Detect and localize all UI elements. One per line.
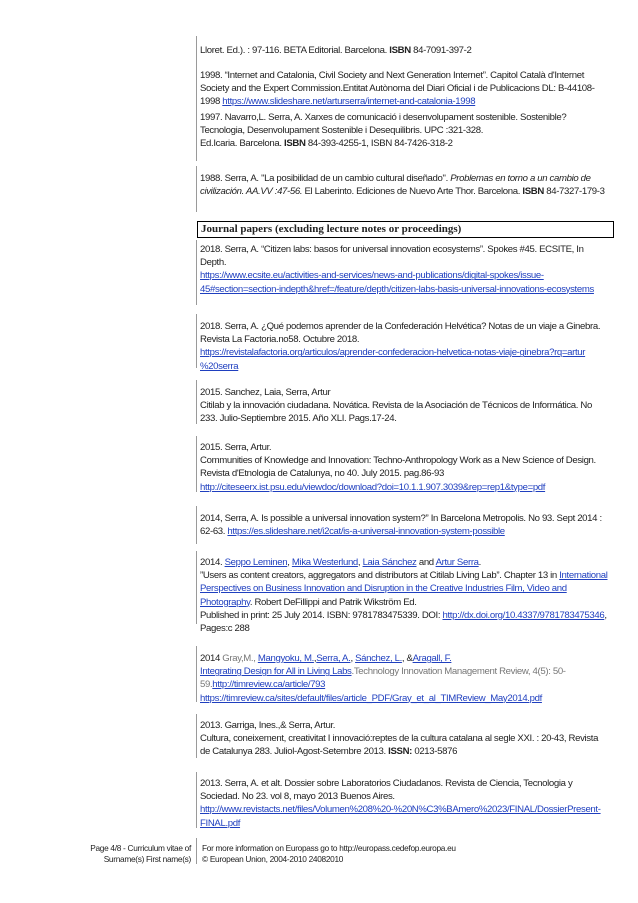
column-divider <box>196 646 197 702</box>
journal-entry: 2014, Serra, A. Is possible a universal innovation system?” In Barcelona Metropolis. No 93. Sept 2014 : 62-63. https://es.slideshare.net/i2cat/is-a-universal-innovation-system-possible <box>200 513 602 538</box>
author-link[interactable]: Aragall, F. <box>412 653 452 664</box>
footer-page-info: Page 4/8 - Curriculum vitae of Surname(s) First name(s) <box>90 843 191 864</box>
citeseerx-link[interactable]: http://citeseerx.ist.psu.edu/viewdoc/download?doi=10.1.1.907.3039&rep=rep1&type=pdf <box>200 481 546 493</box>
author-link[interactable]: Serra, A. <box>316 653 351 664</box>
column-divider <box>196 166 197 212</box>
timreview-pdf-link[interactable]: https://timreview.ca/sites/default/files/article_PDF/Gray_et_al_TIMReview_May2014.pdf <box>200 692 542 704</box>
journal-entry: 2018. Serra, A. “Citizen labs: basos for universal innovation ecosystems”. Spokes #45. ECSITE, In Depth. https://www.ecsite.eu/activities-and-services/news-and-publications/digital-spokes/issue- 45#section=section-indepth&href=/feature/depth/citizen-labs-basis-universal-innovations-ecosystems <box>200 243 620 296</box>
column-divider <box>196 551 197 624</box>
journal-entry: 2018. Serra, A. ¿Qué podemos aprender de la Confederación Helvética? Notas de un viaje a Ginebra. Revista La Factoria.no58. Octubre 2018. https://revistalafactoria.org/articulos/aprender-confederacion-helvetica-notas-viaje-ginebra?rq=artur %20serra <box>200 320 620 373</box>
slideshare-link[interactable]: https://www.slideshare.net/arturserra/internet-and-catalonia-1998 <box>222 96 476 108</box>
column-divider <box>196 506 197 544</box>
column-divider <box>196 36 197 161</box>
book-title-link[interactable]: Photography <box>200 596 250 608</box>
timreview-link[interactable]: http://timreview.ca/article/793 <box>212 679 326 691</box>
revistacts-link[interactable]: FINAL.pdf <box>200 817 241 829</box>
doi-link[interactable]: http://dx.doi.org/10.4337/9781783475346 <box>442 609 605 621</box>
slideshare-link[interactable]: https://es.slideshare.net/i2cat/is-a-universal-innovation-system-possible <box>227 526 505 538</box>
ecsite-link[interactable]: 45#section=section-indepth&href=/feature/depth/citizen-labs-basis-universal-innovations-ecosystems <box>200 283 594 295</box>
journal-entry: 2014. Seppo Leminen, Mika Westerlund, Laia Sánchez and Artur Serra. ”Users as content creators, aggregators and distributors at Citilab Living Lab”. Chapter 13 in International Perspectives on Business Innovation and Disruption in the Creative Industries Film, Video and Photography. Robert DeFillippi and Patrik Wikström Ed. Published in print: 25 July 2014. ISBN: 9781783475339. DOI: http://dx.doi.org/10.4337/9781783475346, Pages:c 288 <box>200 556 620 635</box>
author-link[interactable]: Mangyoku, M. <box>257 653 314 664</box>
author-link[interactable]: Mika Westerlund <box>291 557 358 568</box>
book-title-link[interactable]: Perspectives on Business Innovation and Disruption in the Creative Industries Film, Video and <box>200 583 567 595</box>
ecsite-link[interactable]: https://www.ecsite.eu/activities-and-services/news-and-publications/digital-spokes/issue- <box>200 270 544 282</box>
article-title-link[interactable]: Integrating Design for All in Living Labs <box>200 666 352 678</box>
column-divider <box>196 436 197 492</box>
author-link[interactable]: Sánchez, L. <box>355 653 402 664</box>
journal-entry: 2014 Gray,M., Mangyoku, M.,Serra, A., Sánchez, L., &Aragall, F. Integrating Design for All in Living Labs.Technology Innovation Management Review, 4(5): 50- 59.http://timreview.ca/article/793 https://timreview.ca/sites/default/files/article_PDF/Gray_et_al_TIMReview_May2014.pdf <box>200 652 620 705</box>
book-entry: 1997. Navarro,L. Serra, A. Xarxes de comunicació i desenvolupament sostenible. Sostenible? Tecnologia, Desenvolupament Sostenible i Desequilibris. UPC :321-328. Ed.Icaria. Barcelona. ISBN 84-393-4255-1, ISBN 84-7426-318-2 <box>200 112 567 150</box>
book-title-link[interactable]: International <box>559 570 608 582</box>
book-entry: Lloret. Ed.). : 97-116. BETA Editorial. Barcelona. ISBN 84-7091-397-2 <box>200 45 472 56</box>
author-link[interactable]: Artur Serra <box>435 557 479 568</box>
book-entry: 1988. Serra, A. "La posibilidad de un cambio cultural diseñado". Problemas en torno a un cambio de civilización. AA.VV :47-56. El Laberinto. Ediciones de Nuevo Arte Thor. Barcelona. ISBN 84-7327-179-3 <box>200 173 605 198</box>
author-link[interactable]: Seppo Leminen <box>224 557 288 568</box>
revistacts-link[interactable]: http://www.revistacts.net/files/Volumen%208%20-%20N%C3%BAmero%2023/FINAL/DossierPresent- <box>200 804 601 816</box>
journal-entry: 2013. Serra, A. et alt. Dossier sobre Laboratorios Ciudadanos. Revista de Ciencia, Tecnologia y Sociedad. No 23. vol 8, mayo 2013 Buenos Aires. http://www.revistacts.net/files/Volumen%208%20-%20N%C3%BAmero%2023/FINAL/DossierPresent- FINAL.pdf <box>200 777 620 830</box>
footer-europass-info: For more information on Europass go to http://europass.cedefop.europa.eu © European Union, 2004-2010 24082010 <box>202 843 456 864</box>
column-divider <box>196 714 197 758</box>
journal-entry: 2015. Sanchez, Laia, Serra, Artur Citilab y la innovación ciudadana. Novática. Revista de la Asociación de Técnicos de Informática. No 233. Julio-Septiembre 2015. Año XLI. Pags.17-24. <box>200 387 592 425</box>
column-divider <box>196 240 197 305</box>
section-heading: Journal papers (excluding lecture notes or proceedings) <box>197 221 614 238</box>
column-divider <box>196 838 197 864</box>
column-divider <box>196 772 197 828</box>
journal-entry: 2015. Serra, Artur. Communities of Knowledge and Innovation: Techno-Anthropology Work as a New Science of Design. Revista d'Etnologia de Catalunya, no 40. July 2015. pag.86-93 http://citeseerx.ist.psu.edu/viewdoc/download?doi=10.1.1.907.3039&rep=rep1&type=pdf <box>200 441 620 494</box>
author-link[interactable]: Laia Sánchez <box>362 557 417 568</box>
journal-entry: 2013. Garriga, Ines.,& Serra, Artur. Cultura, coneixement, creativitat I innovació:reptes de la cultura catalana al segle XXI. : 20-43, Revista de Catalunya 283. Juliol-Agost-Setembre 2013. ISSN: 0213-5876 <box>200 720 599 758</box>
column-divider <box>196 314 197 368</box>
column-divider <box>196 380 197 424</box>
lafactoria-link[interactable]: %20serra <box>200 360 239 372</box>
lafactoria-link[interactable]: https://revistalafactoria.org/articulos/aprender-confederacion-helvetica-notas-viaje-ginebra?rq=artur <box>200 347 586 359</box>
book-entry: 1998. “Internet and Catalonia, Civil Society and Next Generation Internet”. Capitol Català d'Internet Society and the Expert Commission.Entitat Autònoma del Diari Oficial i de Publicacions DL: B-44108- 1998 https://www.slideshare.net/arturserra/internet-and-catalonia-1998 <box>200 70 595 108</box>
